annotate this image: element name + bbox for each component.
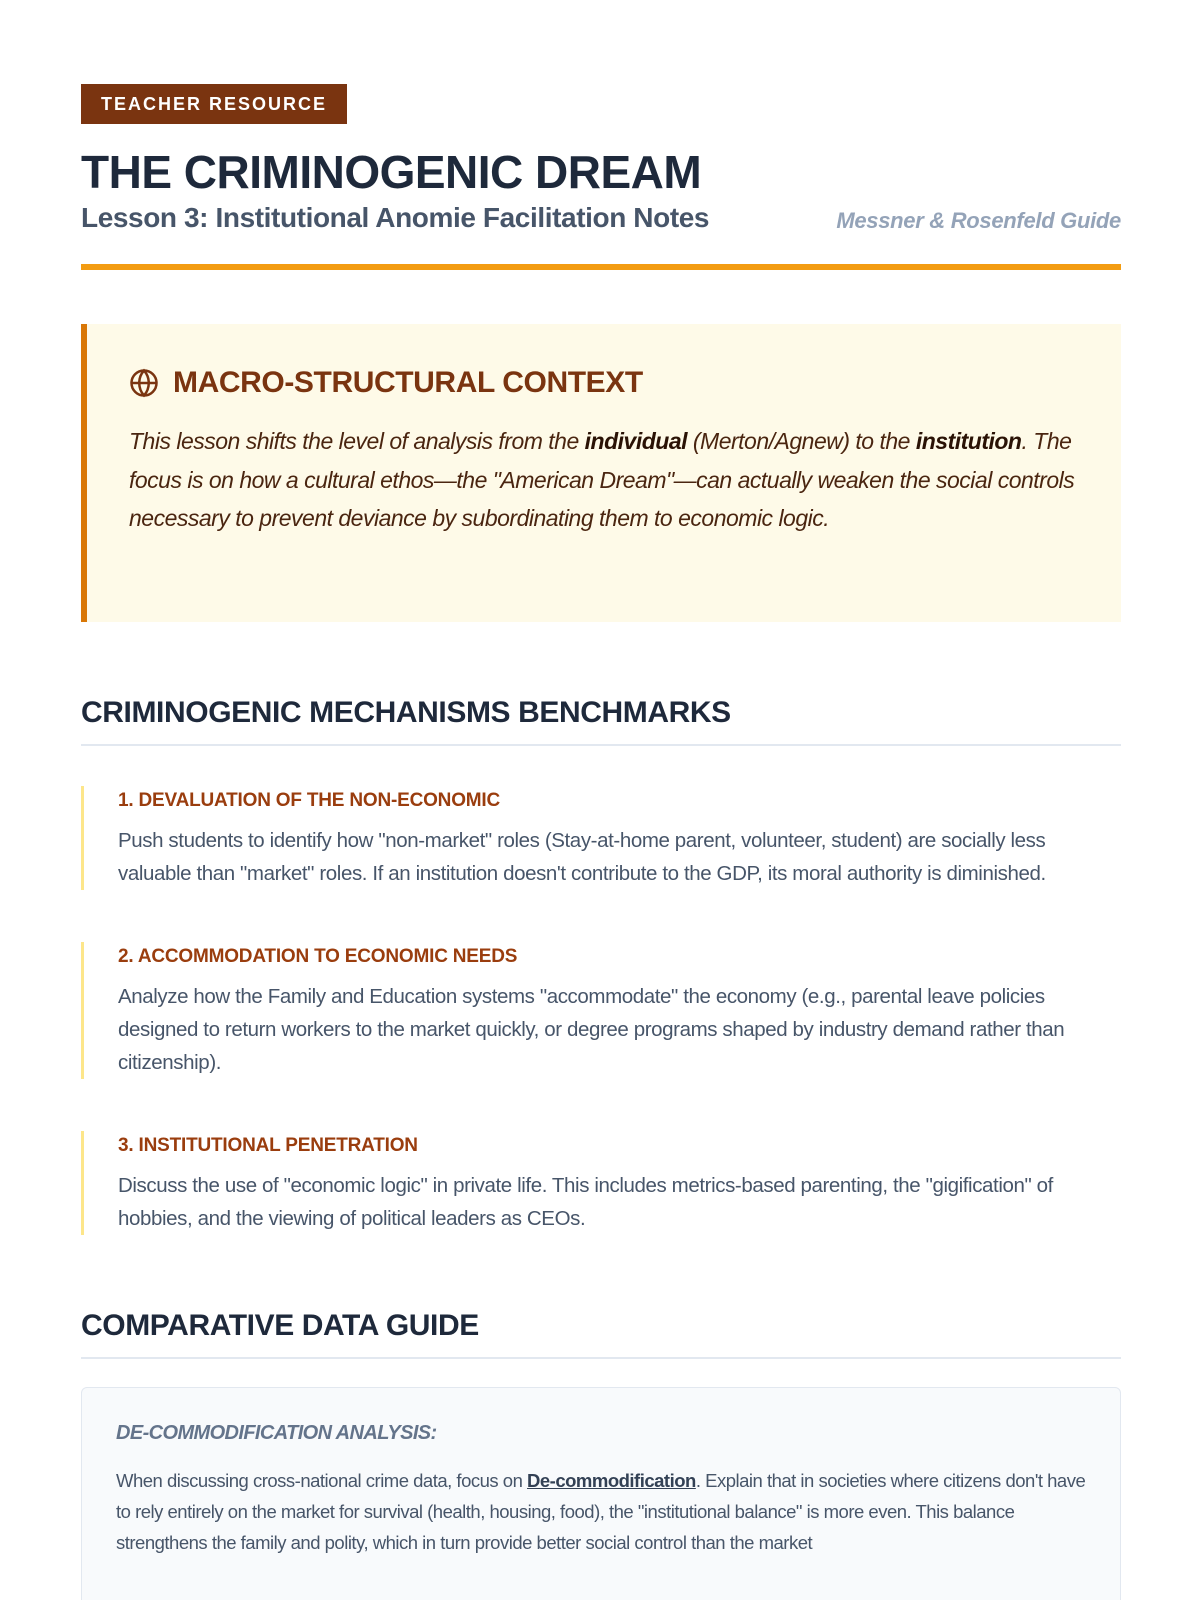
page-subtitle: Lesson 3: Institutional Anomie Facilitation Notes: [81, 202, 710, 233]
context-heading-text: MACRO-STRUCTURAL CONTEXT: [173, 366, 643, 399]
context-text-part: (Merton/Agnew) to the: [687, 428, 916, 454]
decommodification-link[interactable]: De-commodification: [527, 1470, 696, 1491]
benchmark-title: 2. ACCOMMODATION TO ECONOMIC NEEDS: [118, 946, 518, 967]
decommodification-box: [81, 1387, 1121, 1600]
benchmark-item: [81, 1131, 1121, 1235]
comparative-heading: COMPARATIVE DATA GUIDE: [81, 1309, 1121, 1359]
box-title: DE-COMMODIFICATION ANALYSIS:: [116, 1422, 437, 1444]
box-text: [116, 1465, 1086, 1558]
context-text-part: This lesson shifts the level of analysis from the: [129, 428, 585, 454]
context-text-part: . The focus is on how a cultural ethos—the "American Dream"—can actually weaken the social controls necessary to prevent deviance by subordinating them to economic logic.: [129, 428, 1075, 531]
benchmark-title: 3. INSTITUTIONAL PENETRATION: [118, 1135, 418, 1156]
teacher-resource-badge: TEACHER RESOURCE: [81, 84, 347, 124]
context-bold-institution: institution: [915, 428, 1022, 454]
benchmark-item: [81, 786, 1121, 890]
benchmark-item: [81, 942, 1121, 1079]
box-text-part: . Explain that in societies where citizens don't have to rely entirely on the market for survival (health, housing, food), the "institutional balance" is more even. This balance strengthens the family and polity, which in turn provide better social control than the market: [116, 1470, 1086, 1553]
benchmark-title: 1. DEVALUATION OF THE NON-ECONOMIC: [118, 790, 500, 811]
context-bold-individual: individual: [584, 428, 687, 454]
box-text-part: When discussing cross-national crime data, focus on: [116, 1470, 528, 1491]
context-text: [129, 422, 1081, 538]
header-divider: [81, 264, 1121, 270]
page-title: THE CRIMINOGENIC DREAM: [81, 146, 702, 198]
benchmark-text: Analyze how the Family and Education systems "accommodate" the economy (e.g., parental leave policies designed to return workers to the market quickly, or degree programs shaped by industry demand rather than citizenship).: [118, 985, 1065, 1074]
globe-icon: [129, 368, 159, 398]
benchmark-text: Push students to identify how "non-market" roles (Stay-at-home parent, volunteer, student) are socially less valuable than "market" roles. If an institution doesn't contribute to the GDP, its moral authority is diminished.: [118, 829, 1046, 885]
benchmark-text: Discuss the use of "economic logic" in private life. This includes metrics-based parenting, the "gigification" of hobbies, and the viewing of political leaders as CEOs.: [118, 1174, 1053, 1230]
subtitle-row: [81, 202, 1121, 234]
guide-label: Messner & Rosenfeld Guide: [836, 208, 1121, 233]
lesson-page: [81, 84, 1121, 1600]
benchmarks-heading: CRIMINOGENIC MECHANISMS BENCHMARKS: [81, 696, 1121, 746]
context-heading: [129, 366, 1081, 400]
context-callout: [81, 324, 1121, 622]
